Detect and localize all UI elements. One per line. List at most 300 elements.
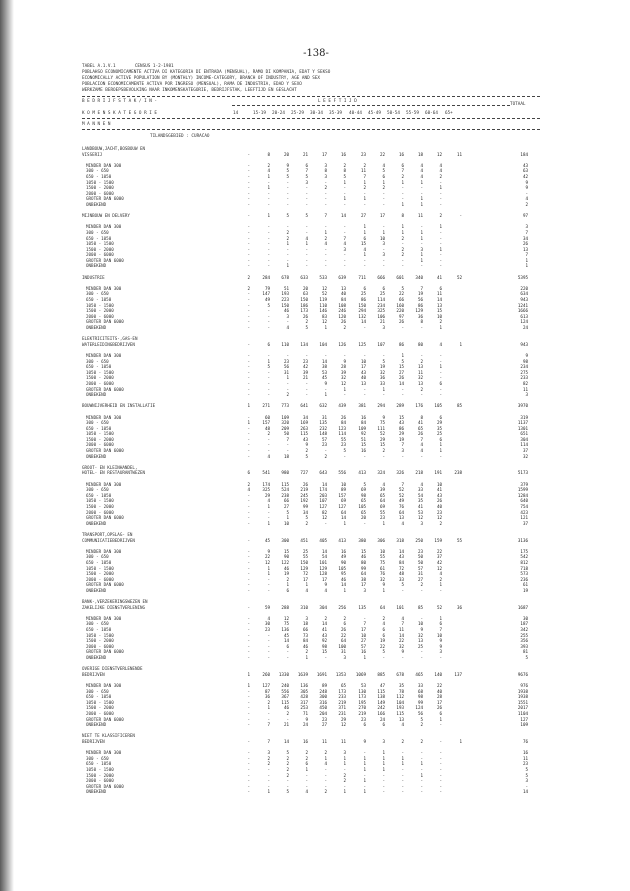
table-cell: - bbox=[382, 352, 385, 358]
table-cell: 4 bbox=[324, 241, 327, 247]
table-cell: 1 bbox=[420, 761, 423, 767]
table-cell: 1 bbox=[267, 705, 270, 711]
table-cell: 29 bbox=[436, 420, 442, 426]
table-cell: 2 bbox=[439, 520, 442, 526]
table-cell: 1 bbox=[286, 515, 289, 521]
table-cell: 18 bbox=[417, 151, 423, 157]
table-cell: 192 bbox=[300, 498, 308, 504]
table-cell: 21 bbox=[302, 375, 308, 381]
table-cell: 3 bbox=[267, 750, 270, 756]
table-cell: 32 bbox=[417, 632, 423, 638]
table-cell: 284 bbox=[262, 274, 270, 280]
table-cell: 651 bbox=[520, 431, 528, 437]
table-cell: 533 bbox=[319, 274, 327, 280]
table-cell: 1 bbox=[420, 229, 423, 235]
table-cell: - bbox=[247, 638, 250, 644]
table-cell: 25 bbox=[360, 291, 366, 297]
row-label: 2000 - 6000 bbox=[86, 190, 114, 196]
row-label: 650 - 1050 bbox=[86, 627, 112, 633]
table-cell: 13 bbox=[436, 302, 442, 308]
table-cell: 7 bbox=[401, 442, 404, 448]
table-cell: - bbox=[286, 179, 289, 185]
row-label: 1500 - 2000 bbox=[86, 571, 114, 577]
table-cell: 4 bbox=[525, 196, 528, 202]
table-cell: 22 bbox=[340, 632, 346, 638]
table-cell: - bbox=[343, 201, 346, 207]
row-label: ELEKTRICITEITS-,GAS-EN bbox=[82, 336, 138, 342]
table-cell: - bbox=[363, 520, 366, 526]
table-cell: 107 bbox=[319, 498, 327, 504]
table-cell: 42 bbox=[302, 364, 308, 370]
table-cell: 129 bbox=[415, 308, 423, 314]
table-cell: - bbox=[247, 722, 250, 728]
table-cell: 380 bbox=[358, 537, 366, 543]
table-cell: 84 bbox=[360, 420, 366, 426]
table-cell: 7 bbox=[363, 621, 366, 627]
row-label: MINDER DAN 300 bbox=[86, 750, 122, 756]
table-cell: - bbox=[324, 257, 327, 263]
table-cell: 87 bbox=[264, 688, 270, 694]
table-cell: - bbox=[267, 515, 270, 521]
table-cell: 1 bbox=[439, 448, 442, 454]
table-cell: - bbox=[267, 190, 270, 196]
table-cell: - bbox=[420, 778, 423, 784]
table-cell: 9 bbox=[343, 358, 346, 364]
table-cell: 24 bbox=[522, 325, 528, 330]
table-cell: 123 bbox=[338, 425, 346, 431]
table-cell: - bbox=[363, 190, 366, 196]
table-cell: 3 bbox=[382, 241, 385, 247]
row-label: ONBEKEND bbox=[86, 453, 107, 459]
table-cell: 37 bbox=[522, 520, 528, 526]
table-cell: - bbox=[324, 201, 327, 207]
table-cell: - bbox=[247, 162, 250, 168]
table-cell: 209 bbox=[281, 425, 289, 431]
table-cell: 14 bbox=[321, 621, 327, 627]
table-cell: - bbox=[247, 151, 250, 157]
table-cell: 19 bbox=[417, 291, 423, 297]
table-cell: 4 bbox=[401, 520, 404, 526]
table-cell: 112 bbox=[396, 694, 404, 700]
table-cell: 3 bbox=[343, 750, 346, 756]
table-cell: 83 bbox=[321, 313, 327, 319]
table-cell: 256 bbox=[338, 604, 346, 610]
table-cell: 1 bbox=[439, 615, 442, 621]
table-cell: - bbox=[286, 783, 289, 789]
table-cell: 12 bbox=[340, 722, 346, 728]
row-label: 300 - 650 bbox=[86, 168, 109, 174]
table-cell: 4 bbox=[324, 587, 327, 593]
table-cell: 54 bbox=[417, 492, 423, 498]
table-cell: 115 bbox=[300, 431, 308, 437]
table-cell: 11 bbox=[398, 627, 404, 633]
table-cell: 2 bbox=[324, 453, 327, 459]
table-cell: 5 bbox=[401, 285, 404, 291]
table-cell: - bbox=[267, 241, 270, 247]
column-header-income: K O M E N S K A T E G O R I E bbox=[82, 111, 158, 116]
table-cell: 86 bbox=[398, 341, 404, 347]
table-cell: - bbox=[439, 761, 442, 767]
table-cell: - bbox=[247, 185, 250, 191]
age-group-header: 40-44 bbox=[349, 111, 362, 116]
table-cell: 39 bbox=[302, 369, 308, 375]
row-label: 650 - 1050 bbox=[86, 364, 112, 370]
table-cell: 127 bbox=[319, 504, 327, 509]
table-cell: - bbox=[247, 431, 250, 437]
table-cell: 3 bbox=[286, 313, 289, 319]
table-cell: - bbox=[401, 190, 404, 196]
table-cell: - bbox=[343, 185, 346, 191]
table-cell: 6 bbox=[343, 621, 346, 627]
table-cell: 76 bbox=[398, 504, 404, 509]
table-cell: 11 bbox=[522, 755, 528, 761]
table-cell: 542 bbox=[520, 554, 528, 560]
table-cell: 109 bbox=[358, 425, 366, 431]
table-cell: - bbox=[267, 392, 270, 398]
table-cell: 16 bbox=[360, 448, 366, 454]
table-cell: 1 bbox=[363, 196, 366, 202]
table-cell: - bbox=[439, 587, 442, 593]
table-cell: - bbox=[247, 621, 250, 627]
table-cell: 29 bbox=[398, 431, 404, 437]
table-cell: 50 bbox=[283, 431, 289, 437]
age-group-header: 25-29 bbox=[291, 111, 304, 116]
table-cell: 318 bbox=[396, 537, 404, 543]
row-label: 300 - 650 bbox=[86, 229, 109, 235]
table-cell: - bbox=[247, 772, 250, 778]
table-cell: 36 bbox=[417, 313, 423, 319]
region-label: TILANDSGEBIED : CURACAO bbox=[150, 134, 210, 139]
table-cell: 105 bbox=[358, 504, 366, 509]
table-cell: 2 bbox=[343, 615, 346, 621]
table-cell: 66 bbox=[283, 498, 289, 504]
table-cell: 105 bbox=[434, 403, 442, 409]
row-label: TRANSPORT,OPSLAG- EN bbox=[82, 531, 133, 537]
table-cell: 17 bbox=[302, 576, 308, 582]
table-cell: 191 bbox=[434, 470, 442, 476]
table-cell: 4 bbox=[286, 325, 289, 330]
table-cell: 99 bbox=[360, 565, 366, 571]
table-cell: 15 bbox=[360, 241, 366, 247]
table-cell: 41 bbox=[436, 487, 442, 493]
table-cell: - bbox=[420, 190, 423, 196]
row-label: 1050 - 1500 bbox=[86, 431, 114, 437]
table-cell: 633 bbox=[300, 274, 308, 280]
table-cell: - bbox=[439, 655, 442, 661]
table-cell: 28 bbox=[340, 364, 346, 370]
table-cell: 1 bbox=[267, 213, 270, 219]
table-cell: 2 bbox=[439, 319, 442, 325]
table-cell: 176 bbox=[415, 403, 423, 409]
table-cell: 15 bbox=[360, 548, 366, 554]
table-cell: - bbox=[343, 263, 346, 269]
row-label: 650 - 1050 bbox=[86, 235, 112, 241]
table-cell: 1691 bbox=[316, 671, 327, 677]
table-cell: 43 bbox=[522, 162, 528, 168]
table-cell: 1 bbox=[459, 738, 462, 744]
table-cell: 55 bbox=[379, 554, 385, 560]
table-cell: 393 bbox=[520, 643, 528, 649]
table-cell: 150 bbox=[300, 297, 308, 303]
table-cell: - bbox=[247, 453, 250, 459]
table-cell: - bbox=[247, 582, 250, 588]
table-cell: - bbox=[439, 755, 442, 761]
table-cell: 45 bbox=[264, 537, 270, 543]
table-cell: 6 bbox=[286, 587, 289, 593]
table-cell: 10 bbox=[436, 481, 442, 487]
column-header-branch: B E D R I J F S T A K / I N - bbox=[82, 99, 158, 104]
table-cell: 82 bbox=[522, 380, 528, 386]
table-cell: 46 bbox=[360, 554, 366, 560]
table-cell: 22 bbox=[398, 638, 404, 644]
table-cell: 413 bbox=[358, 470, 366, 476]
table-cell: - bbox=[247, 448, 250, 454]
table-cell: 5 bbox=[343, 173, 346, 179]
table-cell: 27 bbox=[360, 638, 366, 644]
table-cell: 305 bbox=[300, 688, 308, 694]
table-cell: 21 bbox=[283, 722, 289, 728]
row-label: BOUWNIJVERHEID EN INSTALLATIE bbox=[82, 403, 156, 409]
table-cell: 1 bbox=[324, 325, 327, 330]
table-cell: - bbox=[247, 632, 250, 638]
table-cell: 219 bbox=[358, 710, 366, 716]
table-cell: 13 bbox=[360, 380, 366, 386]
table-cell: 8 bbox=[324, 168, 327, 174]
table-cell: 63 bbox=[302, 291, 308, 297]
table-cell: - bbox=[247, 179, 250, 185]
table-cell: 3 bbox=[382, 252, 385, 258]
table-cell: - bbox=[267, 643, 270, 649]
row-label: 1050 - 1500 bbox=[86, 369, 114, 375]
table-cell: - bbox=[305, 190, 308, 196]
table-cell: - bbox=[267, 201, 270, 207]
row-label: 1500 - 2000 bbox=[86, 308, 114, 314]
table-cell: 21 bbox=[302, 151, 308, 157]
table-cell: 219 bbox=[338, 699, 346, 705]
table-cell: - bbox=[420, 615, 423, 621]
table-cell: - bbox=[286, 246, 289, 252]
table-cell: 41 bbox=[436, 274, 442, 280]
table-cell: - bbox=[247, 783, 250, 789]
table-cell: 86 bbox=[417, 302, 423, 308]
table-cell: 6 bbox=[286, 643, 289, 649]
title-line: ECONOMICALLY ACTIVE POPULATION BY (MONTHLY) INCOME-CATEGORY, BRANCH OF INDUSTRY, AGE AND SEX bbox=[82, 76, 320, 81]
table-cell: 231 bbox=[338, 710, 346, 716]
table-cell: 1 bbox=[343, 587, 346, 593]
table-cell: 174 bbox=[319, 487, 327, 493]
table-cell: - bbox=[343, 453, 346, 459]
table-cell: - bbox=[343, 229, 346, 235]
table-cell: - bbox=[439, 252, 442, 258]
table-cell: 634 bbox=[520, 291, 528, 297]
table-cell: 66 bbox=[302, 627, 308, 633]
table-cell: 275 bbox=[520, 369, 528, 375]
table-cell: 1 bbox=[439, 442, 442, 448]
table-cell: 5 bbox=[286, 509, 289, 515]
table-cell: 5 bbox=[401, 358, 404, 364]
table-cell: - bbox=[363, 453, 366, 459]
table-cell: 1 bbox=[363, 789, 366, 795]
table-cell: 1284 bbox=[517, 492, 528, 498]
table-cell: - bbox=[267, 638, 270, 644]
table-cell: - bbox=[267, 632, 270, 638]
table-cell: 55 bbox=[340, 436, 346, 442]
table-cell: 9 bbox=[324, 582, 327, 588]
table-cell: - bbox=[305, 783, 308, 789]
table-cell: - bbox=[363, 783, 366, 789]
table-cell: 3 bbox=[363, 587, 366, 593]
table-cell: - bbox=[382, 789, 385, 795]
table-cell: 1666 bbox=[517, 308, 528, 314]
table-cell: 63 bbox=[522, 168, 528, 174]
table-cell: 2 bbox=[343, 325, 346, 330]
table-cell: 1599 bbox=[517, 487, 528, 493]
row-label: 650 - 1050 bbox=[86, 297, 112, 303]
table-cell: - bbox=[305, 185, 308, 191]
table-cell: 53 bbox=[321, 369, 327, 375]
row-label: ONBEKEND bbox=[86, 201, 107, 207]
table-cell: 40 bbox=[436, 688, 442, 694]
table-cell: - bbox=[247, 263, 250, 269]
table-cell: 2 bbox=[324, 185, 327, 191]
table-cell: 381 bbox=[358, 403, 366, 409]
table-cell: 52 bbox=[398, 487, 404, 493]
table-cell: 12 bbox=[436, 565, 442, 571]
row-label: GROTER DAN 6000 bbox=[86, 319, 124, 325]
table-cell: 127 bbox=[338, 504, 346, 509]
table-cell: - bbox=[247, 615, 250, 621]
table-cell: 2 bbox=[525, 201, 528, 207]
table-cell: 2 bbox=[439, 576, 442, 582]
table-cell: - bbox=[247, 604, 250, 610]
table-cell: 64 bbox=[340, 509, 346, 515]
table-cell: - bbox=[324, 196, 327, 202]
table-cell: - bbox=[247, 168, 250, 174]
table-cell: - bbox=[343, 224, 346, 230]
table-cell: - bbox=[439, 352, 442, 358]
table-cell: - bbox=[401, 241, 404, 247]
table-cell: - bbox=[324, 655, 327, 661]
table-cell: - bbox=[324, 224, 327, 230]
table-cell: - bbox=[324, 252, 327, 258]
table-cell: 148 bbox=[319, 431, 327, 437]
row-label: MINDER DAN 300 bbox=[86, 285, 122, 291]
row-label: 2000 - 6000 bbox=[86, 509, 114, 515]
row-label: 650 - 1050 bbox=[86, 492, 112, 498]
table-cell: 1 bbox=[382, 755, 385, 761]
row-label: ONBEKEND bbox=[86, 587, 107, 593]
table-cell: 19 bbox=[283, 571, 289, 577]
table-cell: - bbox=[286, 196, 289, 202]
table-cell: 1 bbox=[363, 655, 366, 661]
table-cell: - bbox=[286, 448, 289, 454]
table-cell: - bbox=[305, 229, 308, 235]
table-cell: 1 bbox=[324, 229, 327, 235]
table-cell: 40 bbox=[340, 291, 346, 297]
table-cell: 7 bbox=[363, 173, 366, 179]
table-cell: 89 bbox=[321, 683, 327, 688]
table-cell: 43 bbox=[398, 420, 404, 426]
table-cell: 451 bbox=[300, 537, 308, 543]
table-cell: 6 bbox=[439, 414, 442, 420]
table-cell: 174 bbox=[262, 481, 270, 487]
table-cell: 2 bbox=[382, 448, 385, 454]
row-label: ONBEKEND bbox=[86, 325, 107, 330]
table-cell: - bbox=[401, 185, 404, 191]
row-label: LANDBOUW,JACHT,BOSBOUW EN bbox=[82, 146, 146, 151]
table-cell: 85 bbox=[417, 604, 423, 610]
table-cell: - bbox=[324, 190, 327, 196]
table-cell: - bbox=[247, 375, 250, 381]
table-cell: 4 bbox=[401, 722, 404, 728]
table-cell: - bbox=[247, 358, 250, 364]
table-cell: 6 bbox=[439, 436, 442, 442]
table-cell: - bbox=[363, 386, 366, 392]
table-cell: 1 bbox=[267, 358, 270, 364]
table-cell: 2 bbox=[267, 431, 270, 437]
table-cell: 12 bbox=[321, 319, 327, 325]
table-cell: 1 bbox=[267, 565, 270, 571]
table-cell: 27 bbox=[360, 213, 366, 219]
table-cell: 65 bbox=[340, 683, 346, 688]
table-cell: - bbox=[305, 252, 308, 258]
table-cell: 1 bbox=[305, 582, 308, 588]
table-cell: - bbox=[401, 789, 404, 795]
table-cell: 32 bbox=[522, 453, 528, 459]
table-cell: 1 bbox=[420, 257, 423, 263]
table-cell: 46 bbox=[302, 643, 308, 649]
table-cell: 1 bbox=[343, 755, 346, 761]
table-cell: 9 bbox=[439, 638, 442, 644]
table-cell: - bbox=[247, 341, 250, 347]
table-cell: 15 bbox=[436, 308, 442, 314]
table-cell: 11 bbox=[360, 168, 366, 174]
table-cell: - bbox=[420, 649, 423, 655]
table-cell: 98 bbox=[321, 643, 327, 649]
table-cell: 16 bbox=[302, 738, 308, 744]
row-label: 650 - 1050 bbox=[86, 761, 112, 767]
table-cell: - bbox=[267, 386, 270, 392]
table-cell: - bbox=[401, 783, 404, 789]
table-cell: - bbox=[267, 448, 270, 454]
table-cell: 5 bbox=[305, 515, 308, 521]
page-number: -138- bbox=[303, 48, 329, 59]
table-cell: 2 bbox=[267, 761, 270, 767]
table-cell: 5 bbox=[382, 168, 385, 174]
table-cell: 40 bbox=[436, 504, 442, 509]
table-cell: 3 bbox=[420, 520, 423, 526]
table-cell: 1 bbox=[363, 766, 366, 772]
row-label: 1500 - 2000 bbox=[86, 504, 114, 509]
table-cell: - bbox=[343, 766, 346, 772]
row-label: 650 - 1050 bbox=[86, 559, 112, 565]
table-cell: 26 bbox=[302, 313, 308, 319]
table-cell: 84 bbox=[340, 420, 346, 426]
row-label: 1500 - 2000 bbox=[86, 772, 114, 778]
row-label: 300 - 650 bbox=[86, 420, 109, 426]
row-label: ONBEKEND bbox=[86, 789, 107, 795]
table-cell: - bbox=[247, 235, 250, 241]
table-cell: 56 bbox=[283, 364, 289, 370]
table-cell: 5 bbox=[286, 750, 289, 756]
table-cell: - bbox=[286, 319, 289, 325]
table-cell: - bbox=[439, 722, 442, 728]
table-cell: 4 bbox=[305, 789, 308, 795]
table-cell: 465 bbox=[415, 671, 423, 677]
table-cell: - bbox=[420, 783, 423, 789]
column-header-age: L E E F T I J D bbox=[318, 99, 357, 104]
table-cell: 27 bbox=[321, 722, 327, 728]
